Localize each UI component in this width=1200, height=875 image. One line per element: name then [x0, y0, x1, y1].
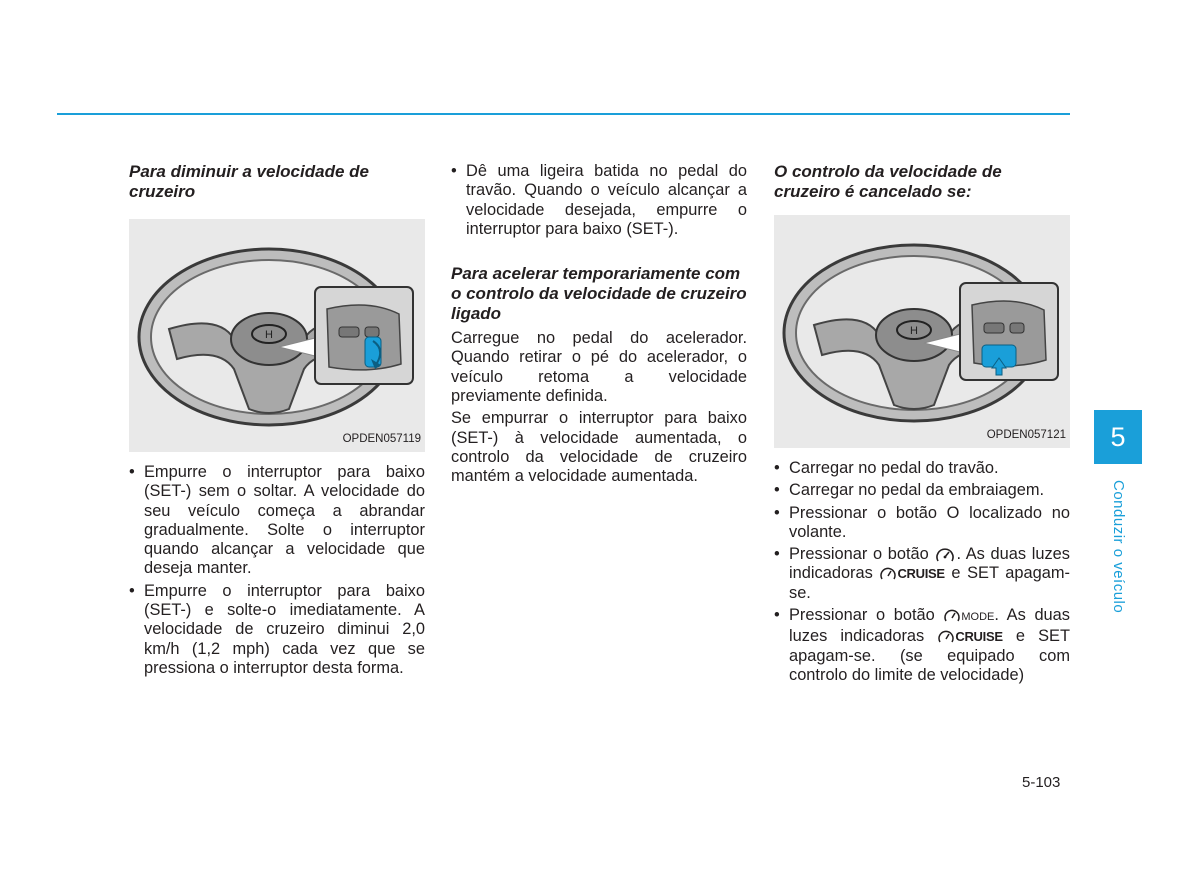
- bullet-list: [129, 463, 425, 678]
- section-heading: Para acelerar temporariamente com o controlo da velocidade de cruzeiro ligado: [451, 264, 747, 324]
- bullet-list: [774, 459, 1070, 685]
- list-item: [774, 606, 1070, 685]
- column-1: [129, 162, 425, 681]
- cruise-icon: [879, 566, 897, 582]
- list-item: • Pressionar o botão O localizado no volante.: [774, 504, 1070, 543]
- cruise-icon: [937, 629, 955, 645]
- list-item: [774, 545, 1070, 603]
- list-item: • Carregar no pedal do travão.: [774, 459, 1070, 478]
- bullet-text: . As duas luzes indicadoras: [789, 545, 1070, 583]
- bullet-text: e SET apagam-se. (se equipado com controlo do limite de velocidade): [789, 627, 1070, 684]
- column-2: [451, 162, 747, 487]
- paragraph: Carregue no pedal do acelerador. Quando retirar o pé do acelerador, o veículo retoma a velocidade previamente definida.: [451, 329, 747, 406]
- figure-code: OPDEN057119: [342, 432, 421, 445]
- steering-wheel-figure: [774, 215, 1070, 448]
- top-rule: [57, 113, 1070, 115]
- paragraph: Se empurrar o interruptor para baixo (SET-) à velocidade aumentada, o controlo da velocidade de cruzeiro mantém a velocidade aumentada.: [451, 409, 747, 486]
- cruise-indicator-label: CRUISE: [897, 566, 945, 582]
- bullet-text: Pressionar o botão: [789, 545, 929, 564]
- svg-text:H: H: [265, 329, 273, 341]
- list-item: • Carregar no pedal da embraiagem.: [774, 481, 1070, 500]
- bullet-text: e SET apagam-se.: [789, 564, 1070, 602]
- chapter-title: Conduzir o veículo: [1110, 480, 1127, 614]
- bullet-list: [451, 162, 747, 239]
- list-item: • Empurre o interruptor para baixo (SET-) sem o soltar. A velocidade do seu veículo começa a abrandar gradualmente. Solte o interruptor quando alcançar a velocidade que deseja manter.: [129, 463, 425, 579]
- cruise-mode-icon: [943, 608, 961, 624]
- column-3: [774, 162, 1070, 688]
- cruise-icon: [934, 546, 956, 564]
- steering-wheel-figure: [129, 219, 425, 452]
- bullet-text: . As duas luzes indicadoras: [789, 606, 1070, 646]
- steering-wheel-illustration: [774, 215, 1070, 448]
- figure-code: OPDEN057121: [986, 428, 1066, 441]
- svg-text:H: H: [910, 325, 918, 337]
- steering-wheel-illustration: [129, 219, 425, 452]
- cruise-indicator-label: CRUISE: [955, 629, 1003, 645]
- mode-button-label: MODE: [961, 611, 995, 624]
- section-heading: Para diminuir a velocidade de cruzeiro: [129, 162, 369, 201]
- section-heading: O controlo da velocidade de cruzeiro é cancelado se:: [774, 162, 1002, 201]
- chapter-number: 5: [1094, 410, 1142, 464]
- page-number: 5-103: [1022, 774, 1061, 791]
- list-item: • Dê uma ligeira batida no pedal do travão. Quando o veículo alcançar a velocidade desejada, empurre o interruptor para baixo (SET-).: [451, 162, 747, 239]
- bullet-text: Pressionar o botão: [789, 606, 935, 625]
- list-item: • Empurre o interruptor para baixo (SET-) e solte-o imediatamente. A velocidade de cruzeiro diminui 2,0 km/h (1,2 mph) cada vez que se pressiona o interruptor desta forma.: [129, 582, 425, 678]
